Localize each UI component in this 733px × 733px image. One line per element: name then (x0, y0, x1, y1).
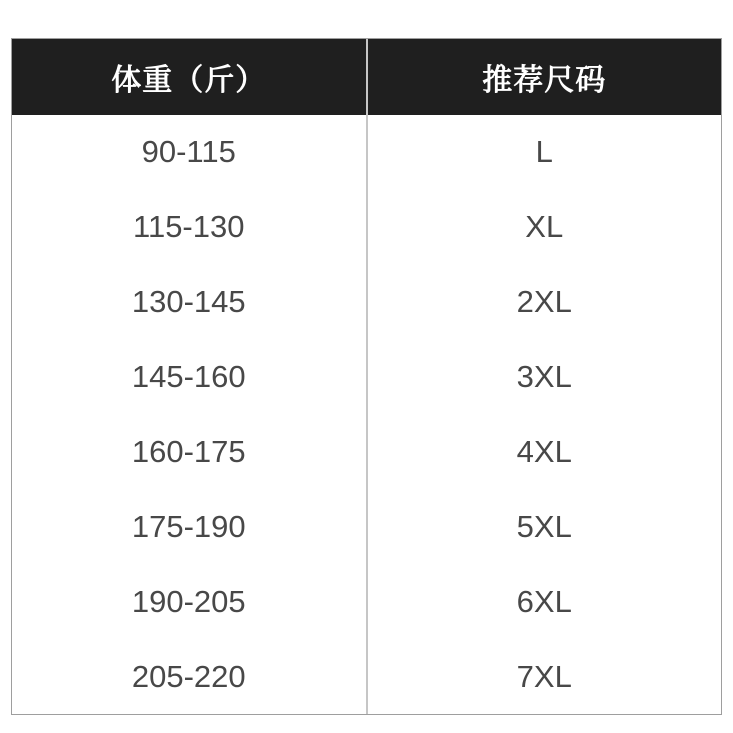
weight-range-cell: 190-205 (12, 564, 368, 639)
weight-range-cell: 115-130 (12, 190, 368, 265)
header-cell-size: 推荐尺码 (482, 64, 607, 97)
recommended-size-cell: 6XL (516, 583, 572, 619)
recommended-size-cell: 4XL (516, 433, 572, 469)
weight-range-cell: 90-115 (12, 115, 368, 190)
table-header-row (12, 39, 721, 115)
table-row (12, 340, 721, 415)
recommended-size-cell: 7XL (516, 658, 572, 694)
recommended-size-cell: L (535, 134, 553, 170)
table-row (12, 489, 721, 564)
recommended-size-cell: 5XL (516, 508, 572, 544)
header-cell-weight: 体重（斤） (12, 39, 368, 115)
weight-range-cell: 175-190 (12, 489, 368, 564)
table-row (12, 265, 721, 340)
recommended-size-cell: 3XL (516, 359, 572, 395)
weight-range-cell: 130-145 (12, 265, 368, 340)
weight-range-cell: 145-160 (12, 340, 368, 415)
weight-range-cell: 205-220 (12, 639, 368, 714)
table-body (12, 115, 721, 714)
table-row (12, 415, 721, 490)
size-chart-table (11, 38, 722, 715)
recommended-size-cell: XL (525, 209, 564, 245)
table-row (12, 564, 721, 639)
weight-range-cell: 160-175 (12, 415, 368, 490)
table-row (12, 115, 721, 190)
table-row (12, 639, 721, 714)
recommended-size-cell: 2XL (516, 284, 572, 320)
table-row (12, 190, 721, 265)
